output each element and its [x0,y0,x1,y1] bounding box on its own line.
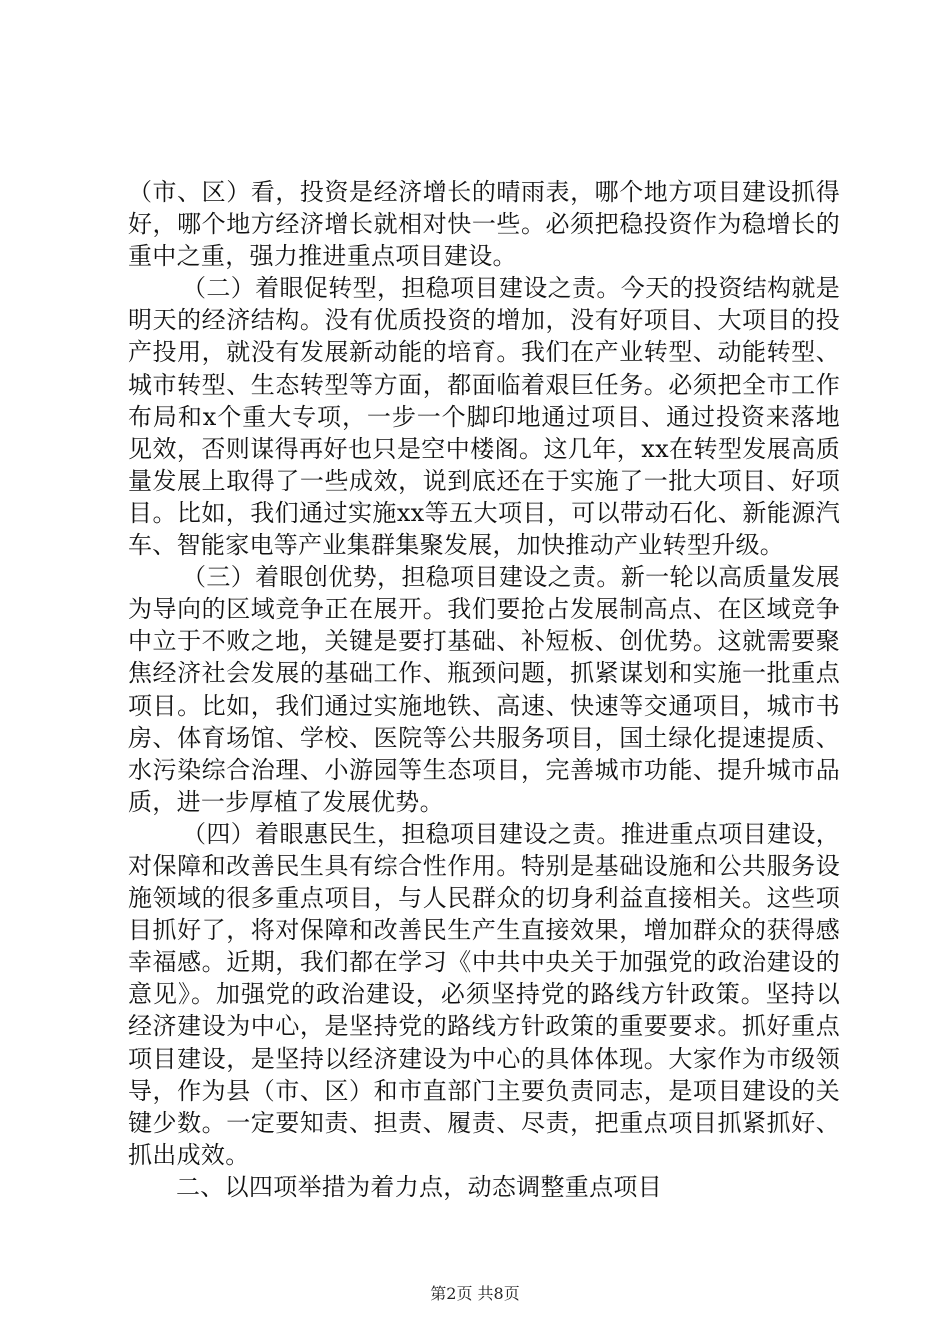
page-number-footer: 第2页 共8页 [430,1284,520,1303]
document-body [128,176,840,1203]
paragraph-section-2: （二）着眼促转型，担稳项目建设之责。今天的投资结构就是明天的经济结构。没有优质投资的增加，没有好项目、大项目的投产投用，就没有发展新动能的培育。我们在产业转型、动能转型、城市转型、生态转型等方面，都面临着艰巨任务。必须把全市工作布局和x个重大专项，一步一个脚印地通过项目、通过投资来落地见效，否则谋得再好也只是空中楼阁。这几年，xx在转型发展高质量发展上取得了一些成效，说到底还在于实施了一批大项目、好项目。比如，我们通过实施xx等五大项目，可以带动石化、新能源汽车、智能家电等产业集群集聚发展，加快推动产业转型升级。 [128,274,840,560]
section-heading: 二、以四项举措为着力点，动态调整重点项目 [176,1172,662,1201]
paragraph-continuation: （市、区）看，投资是经济增长的晴雨表，哪个地方项目建设抓得好，哪个地方经济增长就相对快一些。必须把稳投资作为稳增长的重中之重，强力推进重点项目建设。 [128,178,840,271]
paragraph-section-4: （四）着眼惠民生，担稳项目建设之责。推进重点项目建设，对保障和改善民生具有综合性作用。特别是基础设施和公共服务设施领域的很多重点项目，与人民群众的切身利益直接相关。这些项目抓好了，将对保障和改善民生产生直接效果，增加群众的获得感幸福感。近期，我们都在学习《中共中央关于加强党的政治建设的意见》。加强党的政治建设，必须坚持党的路线方针政策。坚持以经济建设为中心，是坚持党的路线方针政策的重要要求。抓好重点项目建设，是坚持以经济建设为中心的具体体现。大家作为市级领导，作为县（市、区）和市直部门主要负责同志，是项目建设的关键少数。一定要知责、担责、履责、尽责，把重点项目抓紧抓好、抓出成效。 [128,819,840,1169]
paragraph-section-3: （三）着眼创优势，担稳项目建设之责。新一轮以高质量发展为导向的区域竞争正在展开。我们要抢占发展制高点、在区域竞争中立于不败之地，关键是要打基础、补短板、创优势。这就需要聚焦经济社会发展的基础工作、瓶颈问题，抓紧谋划和实施一批重点项目。比如，我们通过实施地铁、高速、快速等交通项目，城市书房、体育场馆、学校、医院等公共服务项目，国土绿化提速提质、水污染综合治理、小游园等生态项目，完善城市功能、提升城市品质，进一步厚植了发展优势。 [128,563,840,816]
